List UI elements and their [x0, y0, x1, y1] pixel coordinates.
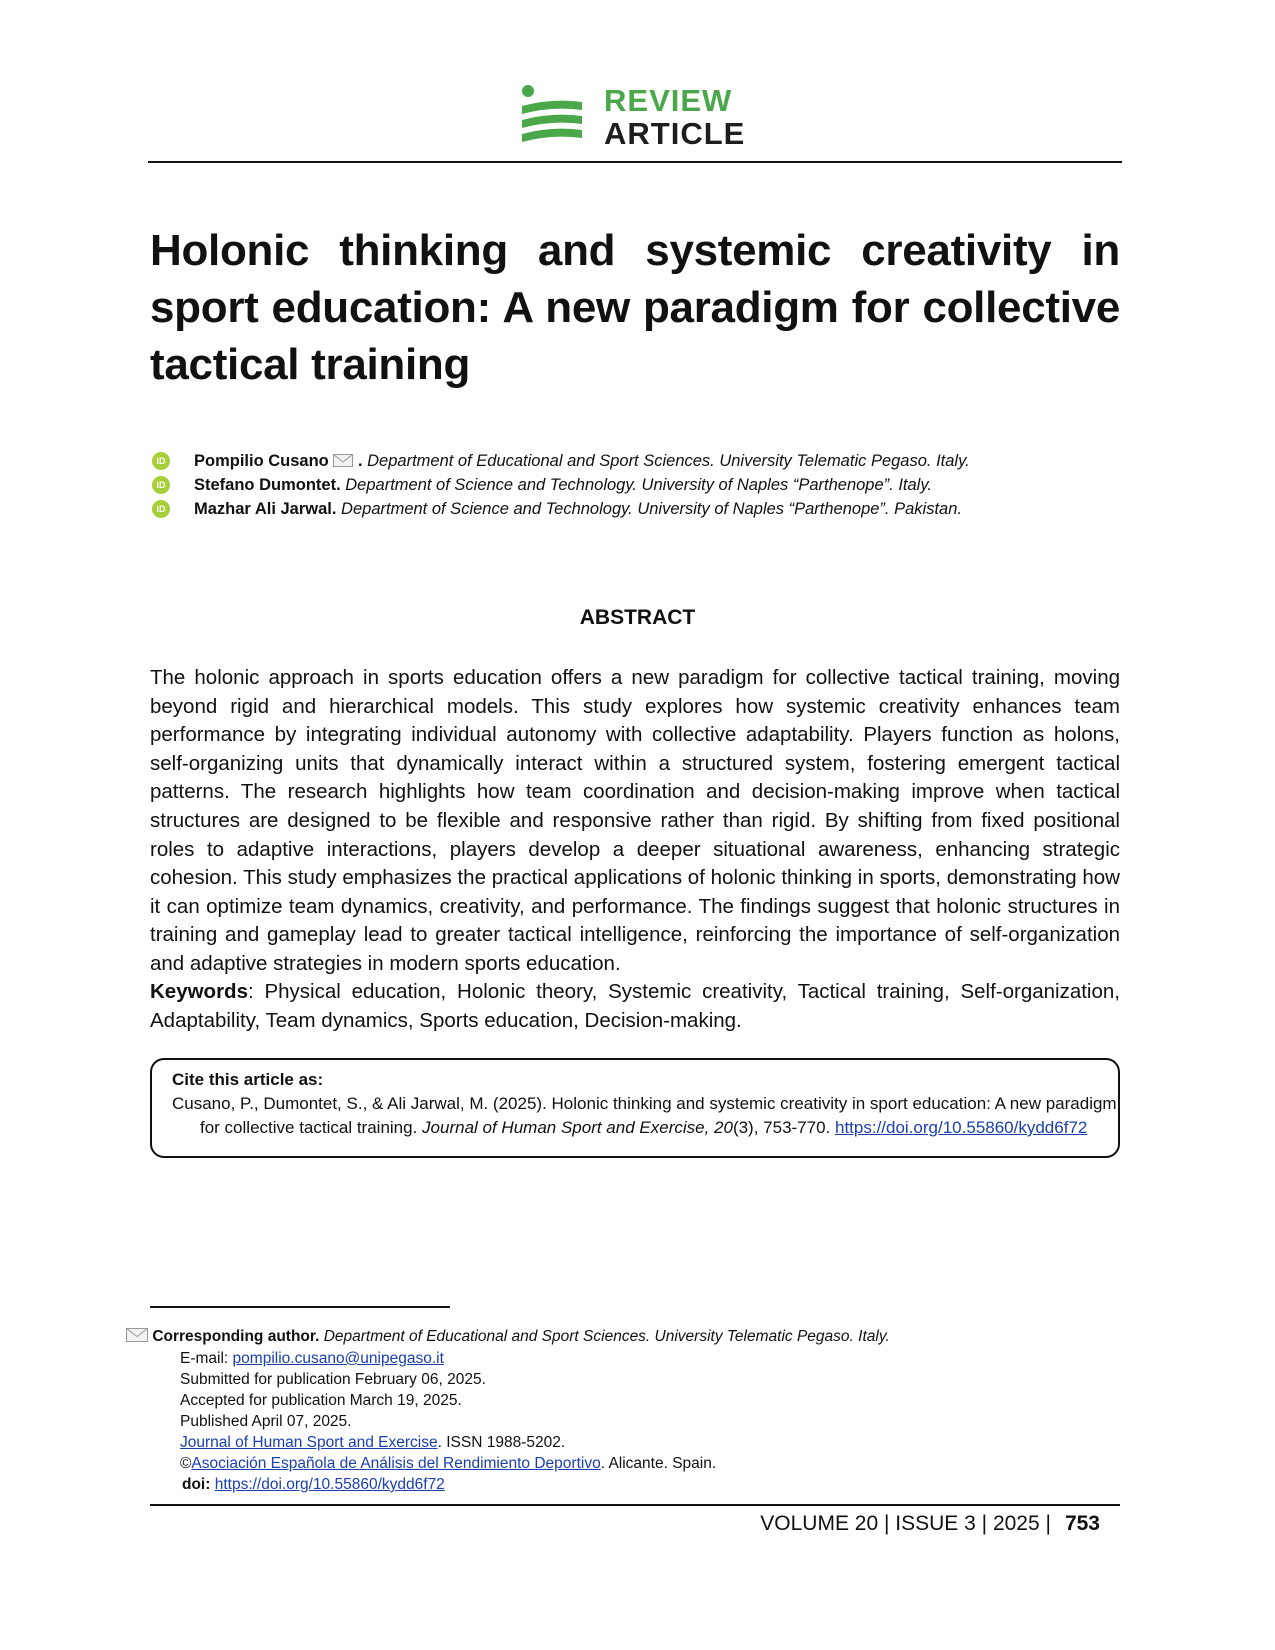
orcid-icon[interactable]: iD: [152, 500, 170, 518]
citation-heading: Cite this article as:: [172, 1070, 324, 1089]
accepted-date: Accepted for publication March 19, 2025.: [180, 1392, 462, 1409]
copyright-line: [180, 1453, 716, 1474]
footnote-rule: [150, 1306, 450, 1308]
published-date: Published April 07, 2025.: [180, 1413, 352, 1430]
citation-line-1: Cusano, P., Dumontet, S., & Ali Jarwal, M. (2025). Holonic thinking and systemic creativity in sport education: A new paradigm: [172, 1094, 1117, 1113]
citation-line-2: [200, 1118, 1087, 1138]
email-line: [180, 1348, 444, 1369]
journal-link[interactable]: Journal of Human Sport and Exercise: [180, 1434, 438, 1451]
corresponding-affiliation: Department of Educational and Sport Sciences. University Telematic Pegaso. Italy.: [323, 1328, 890, 1345]
page-number: 753: [1064, 1512, 1100, 1535]
keywords-list: : Physical education, Holonic theory, Systemic creativity, Tactical training, Self-organization, Adaptability, Team dynamics, Sports education, Decision-making.: [150, 980, 1120, 1032]
author-name: Pompilio Cusano: [194, 452, 329, 470]
journal-issn-line: [180, 1432, 565, 1453]
citation-text: for collective tactical training.: [200, 1118, 423, 1137]
citation-issue: (3), 753-770.: [732, 1118, 835, 1137]
header-rule: [148, 161, 1122, 163]
submitted-date: Submitted for publication February 06, 2025.: [180, 1371, 486, 1388]
author-name: Stefano Dumontet.: [194, 476, 341, 494]
society-link[interactable]: Asociación Española de Análisis del Rendimiento Deportivo: [191, 1455, 601, 1472]
article-title: Holonic thinking and systemic creativity in sport education: A new paradigm for collective tactical training: [150, 226, 1120, 389]
footer-rule: [150, 1504, 1120, 1506]
mail-icon: [126, 1328, 148, 1342]
citation-journal: Journal of Human Sport and Exercise, 20: [422, 1118, 733, 1137]
volume-issue-year: VOLUME 20 | ISSUE 3 | 2025 |: [760, 1512, 1051, 1535]
badge-article: ARTICLE: [604, 116, 746, 151]
doi-link[interactable]: https://doi.org/10.55860/kydd6f72: [214, 1476, 445, 1493]
email-link[interactable]: pompilio.cusano@unipegaso.it: [232, 1350, 444, 1367]
author-separator: .: [357, 452, 363, 470]
orcid-icon[interactable]: iD: [152, 452, 170, 470]
keywords: [150, 978, 1120, 1035]
doi-line: [182, 1474, 445, 1495]
author-affiliation: Department of Science and Technology. University of Naples “Parthenope”. Pakistan.: [341, 500, 962, 518]
orcid-icon[interactable]: iD: [152, 476, 170, 494]
email-label: E-mail:: [180, 1350, 233, 1367]
abstract-body: The holonic approach in sports education offers a new paradigm for collective tactical training, moving beyond rigid and hierarchical models. This study explores how systemic creativity enhances team performance by integrating individual autonomy with collective adaptability. Players function as holons, self-organizing units that dynamically interact within a structured system, fostering emergent tactical patterns. The research highlights how team coordination and decision-making improve when tactical structures are designed to be flexible and responsive rather than rigid. By shifting from fixed positional roles to adaptive interactions, players develop a deeper situational awareness, enhancing strategic cohesion. This study emphasizes the practical applications of holonic thinking in sports, demonstrating how it can optimize team dynamics, creativity, and performance. The findings suggest that holonic structures in training and gameplay lead to greater tactical intelligence, reinforcing the importance of self-organization and adaptive strategies in modern sports education.: [150, 666, 1120, 975]
keywords-label: Keywords: [150, 980, 248, 1003]
corresponding-label: Corresponding author.: [152, 1328, 320, 1345]
doi-label: doi:: [182, 1476, 211, 1493]
author-name: Mazhar Ali Jarwal.: [194, 500, 337, 518]
citation-doi-link[interactable]: https://doi.org/10.55860/kydd6f72: [835, 1118, 1088, 1137]
citation-box: [150, 1058, 1120, 1158]
issn: . ISSN 1988-5202.: [437, 1434, 566, 1451]
review-article-badge: [520, 84, 760, 150]
society-location: . Alicante. Spain.: [600, 1455, 717, 1472]
author-affiliation: Department of Educational and Sport Sciences. University Telematic Pegaso. Italy.: [367, 452, 970, 470]
badge-review: REVIEW: [604, 83, 733, 118]
abstract-heading: ABSTRACT: [579, 606, 696, 629]
mail-icon: [333, 454, 353, 467]
author-affiliation: Department of Science and Technology. University of Naples “Parthenope”. Italy.: [345, 476, 932, 494]
copyright-symbol: ©: [180, 1455, 192, 1472]
page-footer: [760, 1512, 1100, 1536]
journal-logo-icon: [520, 84, 584, 150]
corresponding-author-note: [126, 1326, 890, 1347]
